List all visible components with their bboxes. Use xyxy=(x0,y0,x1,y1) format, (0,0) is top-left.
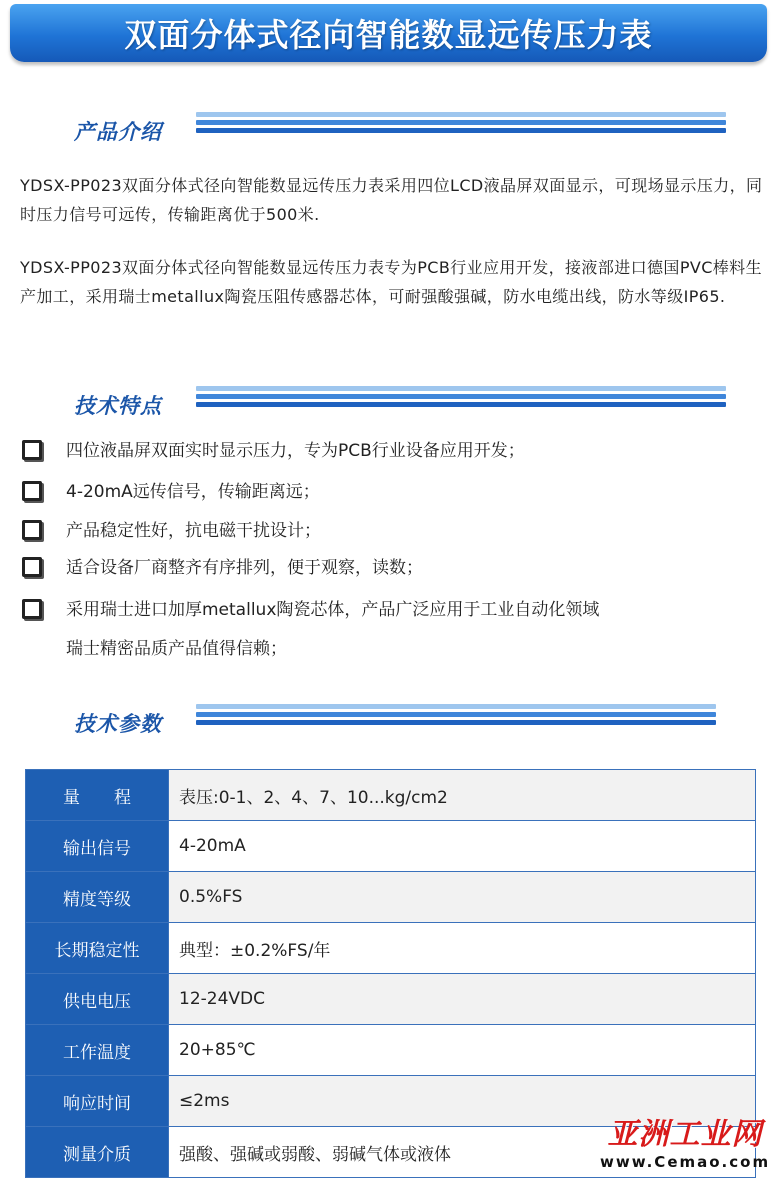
spec-value: 4-20mA xyxy=(169,821,756,872)
table-row xyxy=(26,821,756,872)
feature-item xyxy=(22,436,762,470)
section-divider-lines xyxy=(196,112,726,136)
spec-key: 响应时间 xyxy=(26,1076,169,1127)
section-header-intro xyxy=(70,112,730,152)
table-row xyxy=(26,1025,756,1076)
feature-item xyxy=(22,477,762,511)
section-title-intro: 产品介绍 xyxy=(74,120,162,144)
checkbox-icon xyxy=(22,440,42,460)
spec-key: 供电电压 xyxy=(26,974,169,1025)
feature-item xyxy=(22,553,762,587)
feature-item xyxy=(22,595,762,629)
feature-text: 四位液晶屏双面实时显示压力，专为PCB行业设备应用开发； xyxy=(66,441,525,461)
spec-key: 长期稳定性 xyxy=(26,923,169,974)
feature-text: 产品稳定性好，抗电磁干扰设计； xyxy=(66,521,321,541)
intro-paragraph-2: YDSX-PP023双面分体式径向智能数显远传压力表专为PCB行业应用开发，接液部进口德国PVC棒料生产加工，采用瑞士metallux陶瓷压阻传感器芯体，可耐强酸强碱，防水电缆出线，防水等级IP65. xyxy=(20,258,762,306)
checkbox-icon xyxy=(22,599,42,619)
section-title-features: 技术特点 xyxy=(74,394,162,418)
spec-value: ≤2ms xyxy=(169,1076,756,1127)
checkbox-icon xyxy=(22,557,42,577)
spec-key: 输出信号 xyxy=(26,821,169,872)
title-banner xyxy=(10,4,767,62)
spec-value: 20+85℃ xyxy=(169,1025,756,1076)
watermark-url: www.Cemao.com xyxy=(600,1153,771,1171)
watermark-logo xyxy=(600,1118,770,1174)
intro-paragraph-1: YDSX-PP023双面分体式径向智能数显远传压力表采用四位LCD液晶屏双面显示，可现场显示压力，同时压力信号可远传，传输距离优于500米. xyxy=(20,176,763,224)
checkbox-icon xyxy=(22,520,42,540)
spec-value: 强酸、强碱或弱酸、弱碱气体或液体 xyxy=(169,1127,756,1178)
spec-key: 量 程 xyxy=(26,770,169,821)
table-row xyxy=(26,770,756,821)
spec-key: 测量介质 xyxy=(26,1127,169,1178)
table-row xyxy=(26,923,756,974)
feature-text: 4-20mA远传信号，传输距离远； xyxy=(66,482,320,502)
section-header-params xyxy=(70,704,730,744)
feature-text-continued: 瑞士精密品质产品值得信赖； xyxy=(66,639,287,659)
spec-key: 精度等级 xyxy=(26,872,169,923)
spec-value: 典型：±0.2%FS/年 xyxy=(169,923,756,974)
section-divider-lines xyxy=(196,704,716,728)
feature-text: 适合设备厂商整齐有序排列，便于观察，读数； xyxy=(66,558,423,578)
table-row xyxy=(26,872,756,923)
checkbox-icon xyxy=(22,481,42,501)
spec-value: 12-24VDC xyxy=(169,974,756,1025)
spec-value: 0.5%FS xyxy=(169,872,756,923)
section-header-features xyxy=(70,386,730,426)
page-title: 双面分体式径向智能数显远传压力表 xyxy=(124,16,653,54)
section-divider-lines xyxy=(196,386,726,410)
spec-key: 工作温度 xyxy=(26,1025,169,1076)
feature-text: 采用瑞士进口加厚metallux陶瓷芯体，产品广泛应用于工业自动化领域 xyxy=(66,600,600,620)
section-title-params: 技术参数 xyxy=(74,712,162,736)
table-row xyxy=(26,974,756,1025)
feature-item xyxy=(22,516,762,550)
spec-value: 表压:0-1、2、4、7、10...kg/cm2 xyxy=(169,770,756,821)
watermark-brand: 亚洲工业网 xyxy=(607,1117,763,1152)
